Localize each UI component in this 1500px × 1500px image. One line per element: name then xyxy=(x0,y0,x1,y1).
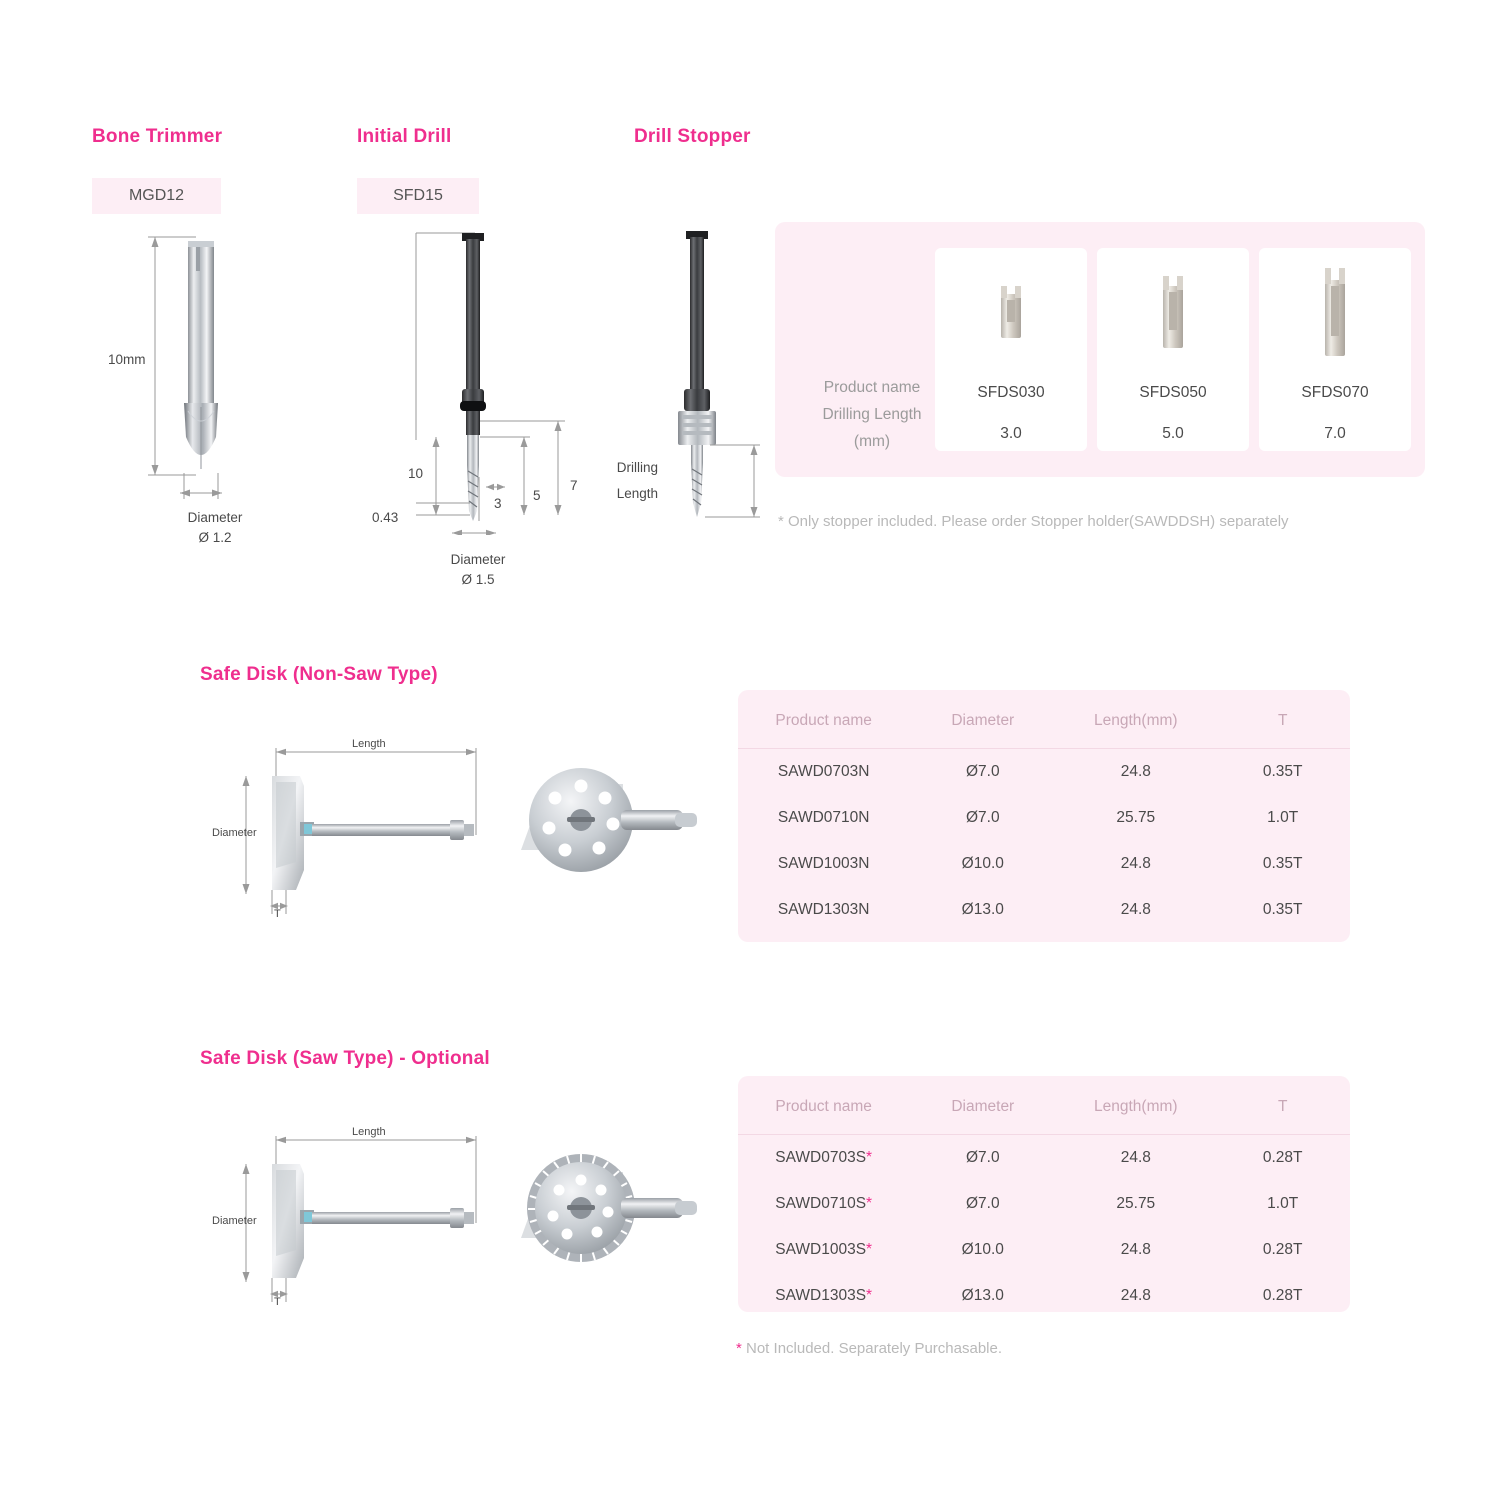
saw-diameter-label: Diameter xyxy=(212,1215,257,1227)
stopper-card-sfds070[interactable] xyxy=(1259,248,1411,451)
bone-trimmer-diameter-value: Ø 1.2 xyxy=(198,530,232,545)
cell-product-name xyxy=(738,1181,909,1227)
saw-thickness-label: T xyxy=(274,1296,281,1308)
section-title-bone-trimmer: Bone Trimmer xyxy=(92,126,223,147)
section-title-safe-disk-saw: Safe Disk (Saw Type) - Optional xyxy=(200,1048,490,1069)
cell-length: 24.8 xyxy=(1120,1149,1151,1166)
drill-stopper-note: * Only stopper included. Please order Stopper holder(SAWDDSH) separately xyxy=(778,513,1289,530)
drilling-length-label-line1: Drilling xyxy=(616,460,658,475)
non-saw-length-label: Length xyxy=(352,738,386,750)
cell-length: 24.8 xyxy=(1120,1241,1151,1258)
cell-diameter: Ø7.0 xyxy=(965,809,1000,826)
section-title-initial-drill: Initial Drill xyxy=(357,126,452,147)
product-code-initial-drill: SFD15 xyxy=(357,178,479,214)
section-title-safe-disk-non-saw: Safe Disk (Non-Saw Type) xyxy=(200,664,438,685)
stopper-panel-row-labels xyxy=(797,374,947,455)
th-diameter: Diameter xyxy=(909,690,1056,749)
stopper-icon-sfds070 xyxy=(1259,258,1411,368)
safe-disk-saw-table xyxy=(738,1076,1350,1319)
safe-disk-non-saw-table-wrap xyxy=(738,690,1350,942)
cell-product-name: SAWD1003N xyxy=(777,855,870,872)
cell-diameter: Ø7.0 xyxy=(965,763,1000,780)
cell-product-name xyxy=(738,1227,909,1273)
cell-diameter: Ø10.0 xyxy=(961,1241,1004,1258)
table-row xyxy=(738,1227,1350,1273)
cell-product-name: SAWD0710N xyxy=(777,809,870,826)
stopper-icon-sfds030 xyxy=(935,276,1087,352)
table-row xyxy=(738,1135,1350,1182)
cell-thickness: 0.28T xyxy=(1262,1149,1303,1166)
initial-drill-dim-5: 5 xyxy=(533,488,541,503)
th-thickness: T xyxy=(1215,1076,1350,1135)
cell-star: * xyxy=(866,1241,873,1258)
saw-length-label: Length xyxy=(352,1126,386,1138)
safe-disk-saw-photo xyxy=(505,1146,705,1276)
stopper-card-sfds030[interactable] xyxy=(935,248,1087,451)
stopper-name-2: SFDS070 xyxy=(1301,384,1369,401)
stopper-length-2: 7.0 xyxy=(1324,425,1346,442)
drilling-length-label-line2: Length xyxy=(616,486,658,501)
stopper-length-0: 3.0 xyxy=(1000,425,1022,442)
bone-trimmer-diameter-label: Diameter xyxy=(187,510,243,525)
stopper-row-label-unit: (mm) xyxy=(853,433,891,451)
cell-product-name: SAWD0703N xyxy=(777,763,870,780)
cell-product-name-text: SAWD0703S xyxy=(775,1149,867,1166)
stopper-row-label-product-name: Product name xyxy=(823,379,921,396)
table-row xyxy=(738,887,1350,933)
th-diameter: Diameter xyxy=(909,1076,1056,1135)
drill-stopper-panel xyxy=(775,222,1425,477)
stopper-card-sfds050[interactable] xyxy=(1097,248,1249,451)
stopper-row-label-drilling-length: Drilling Length xyxy=(822,406,922,424)
cell-product-name xyxy=(738,1273,909,1319)
stopper-name-0: SFDS030 xyxy=(977,384,1045,401)
cell-star: * xyxy=(866,1195,873,1212)
initial-drill-dim-7: 7 xyxy=(570,478,578,493)
cell-thickness: 0.35T xyxy=(1262,901,1303,918)
cell-thickness: 0.28T xyxy=(1262,1287,1303,1304)
safe-disk-saw-table-wrap xyxy=(738,1076,1350,1312)
initial-drill-diameter-label: Diameter xyxy=(450,552,506,567)
table-row xyxy=(738,1181,1350,1227)
cell-product-name xyxy=(738,1135,909,1182)
section-title-drill-stopper: Drill Stopper xyxy=(634,126,751,147)
th-length: Length(mm) xyxy=(1056,1076,1215,1135)
cell-thickness: 0.35T xyxy=(1262,763,1303,780)
cell-product-name-text: SAWD1003S xyxy=(775,1241,867,1258)
initial-drill-dim-10: 10 xyxy=(408,466,424,481)
th-product-name: Product name xyxy=(738,690,909,749)
initial-drill-dim-3: 3 xyxy=(494,496,502,511)
table-row xyxy=(738,1273,1350,1319)
cell-diameter: Ø7.0 xyxy=(965,1195,1000,1212)
initial-drill-dim-043: 0.43 xyxy=(372,510,399,525)
cell-star: * xyxy=(866,1149,873,1166)
th-length: Length(mm) xyxy=(1056,690,1215,749)
safe-disk-non-saw-photo xyxy=(505,758,705,888)
cell-star: * xyxy=(866,1287,873,1304)
safe-disk-non-saw-table xyxy=(738,690,1350,933)
non-saw-diameter-label: Diameter xyxy=(212,827,257,839)
stopper-name-1: SFDS050 xyxy=(1139,384,1207,401)
initial-drill-diameter-value: Ø 1.5 xyxy=(461,572,495,587)
safe-disk-saw-note xyxy=(736,1340,1002,1357)
cell-length: 24.8 xyxy=(1120,901,1151,918)
stopper-length-1: 5.0 xyxy=(1162,425,1184,442)
cell-thickness: 0.35T xyxy=(1262,855,1303,872)
cell-length: 24.8 xyxy=(1120,763,1151,780)
initial-drill-drawing xyxy=(400,225,630,535)
cell-length: 24.8 xyxy=(1120,1287,1151,1304)
cell-product-name-text: SAWD1303S xyxy=(775,1287,867,1304)
cell-length: 24.8 xyxy=(1120,855,1151,872)
cell-diameter: Ø13.0 xyxy=(961,901,1004,918)
note-star: * xyxy=(736,1340,742,1357)
bone-trimmer-drawing xyxy=(100,225,330,535)
cell-product-name: SAWD1303N xyxy=(777,901,870,918)
cell-diameter: Ø7.0 xyxy=(965,1149,1000,1166)
non-saw-thickness-label: T xyxy=(274,908,281,920)
table-row xyxy=(738,795,1350,841)
cell-diameter: Ø13.0 xyxy=(961,1287,1004,1304)
table-header-row xyxy=(738,690,1350,749)
cell-thickness: 0.28T xyxy=(1262,1241,1303,1258)
th-thickness: T xyxy=(1215,690,1350,749)
cell-thickness: 1.0T xyxy=(1267,1195,1299,1212)
note-text: Not Included. Separately Purchasable. xyxy=(741,1340,1002,1357)
product-code-bone-trimmer: MGD12 xyxy=(92,178,221,214)
cell-product-name-text: SAWD0710S xyxy=(775,1195,867,1212)
cell-thickness: 1.0T xyxy=(1267,809,1299,826)
bone-trimmer-length-label: 10mm xyxy=(108,352,146,367)
cell-length: 25.75 xyxy=(1116,1195,1156,1212)
table-row xyxy=(738,841,1350,887)
cell-length: 25.75 xyxy=(1116,809,1156,826)
table-row xyxy=(738,749,1350,796)
cell-diameter: Ø10.0 xyxy=(961,855,1004,872)
stopper-icon-sfds050 xyxy=(1097,266,1249,362)
table-header-row xyxy=(738,1076,1350,1135)
th-product-name: Product name xyxy=(738,1076,909,1135)
